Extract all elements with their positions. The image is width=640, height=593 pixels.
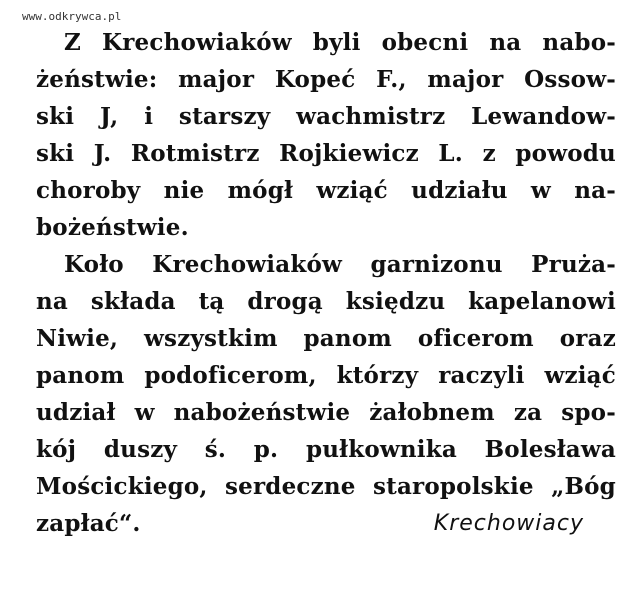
word: z: [482, 140, 496, 167]
watermark: www.odkrywca.pl: [22, 10, 122, 23]
word: Bolesława: [484, 436, 616, 463]
word: J.: [93, 140, 112, 167]
text-line: [36, 394, 616, 431]
word: wszystkim: [144, 325, 278, 352]
word: choroby: [36, 177, 141, 204]
text-line: [36, 172, 616, 209]
word: mógł: [227, 177, 294, 204]
word: major: [178, 66, 255, 93]
word: raczyli: [438, 362, 525, 389]
word: Ossow-: [524, 66, 616, 93]
word: J,: [100, 103, 119, 130]
word: oraz: [559, 325, 616, 352]
word: spo-: [561, 399, 616, 426]
word: Koło: [64, 251, 124, 278]
word: Rotmistrz: [130, 140, 260, 167]
word: obecni: [381, 29, 469, 56]
word: nie: [163, 177, 205, 204]
text-line: [36, 98, 616, 135]
word: i: [144, 103, 154, 130]
word: pułkownika: [305, 436, 457, 463]
newspaper-clipping: [36, 24, 616, 542]
word: wachmistrz: [296, 103, 446, 130]
word: składa: [90, 288, 176, 315]
word: F.,: [376, 66, 407, 93]
word: żeństwie:: [36, 66, 158, 93]
text-line: bożeństwie.: [36, 214, 189, 241]
word: tą: [198, 288, 225, 315]
word: garnizonu: [370, 251, 503, 278]
text-line: zapłać“. Krechowiacy: [36, 505, 616, 542]
word: Z: [64, 29, 81, 56]
word: Krechowiaków: [152, 251, 343, 278]
word: na: [489, 29, 522, 56]
text-line: [36, 61, 616, 98]
word: za: [513, 399, 543, 426]
word: staropolskie: [372, 473, 534, 500]
word: panom: [303, 325, 392, 352]
word: ski: [36, 103, 75, 130]
word: Prużа-: [531, 251, 616, 278]
word: starszy: [178, 103, 271, 130]
text-line: [36, 468, 616, 505]
word: „Bóg: [551, 473, 616, 500]
text-line: [36, 357, 616, 394]
word: na-: [574, 177, 616, 204]
word: powodu: [515, 140, 616, 167]
word: w: [530, 177, 551, 204]
word: udziału: [411, 177, 508, 204]
word: podoficerom,: [144, 362, 317, 389]
text-line: [36, 320, 616, 357]
word: żałobnem: [369, 399, 495, 426]
word: duszy: [103, 436, 178, 463]
word: ś.: [204, 436, 227, 463]
word: księdzu: [345, 288, 446, 315]
word: byli: [312, 29, 361, 56]
word: wziąć: [316, 177, 388, 204]
word: nabo-: [542, 29, 616, 56]
text-line: [36, 24, 616, 61]
word: serdeczne: [224, 473, 356, 500]
word: na: [36, 288, 69, 315]
text-line: [36, 431, 616, 468]
word: udział: [36, 399, 116, 426]
word: p.: [253, 436, 279, 463]
text-line: [36, 283, 616, 320]
word: Lewandow-: [471, 103, 616, 130]
word: Rojkiewicz: [279, 140, 419, 167]
word: w: [134, 399, 155, 426]
word: kój: [36, 436, 77, 463]
word: nabożeństwie: [173, 399, 351, 426]
word: Niwie,: [36, 325, 119, 352]
text-line: [36, 246, 616, 283]
word: major: [427, 66, 504, 93]
word: oficerom: [417, 325, 534, 352]
word: drogą: [247, 288, 323, 315]
word: ski: [36, 140, 75, 167]
word: Mościckiego,: [36, 473, 208, 500]
text-line: [36, 135, 616, 172]
word: panom: [36, 362, 125, 389]
word: wziąć: [544, 362, 616, 389]
signature: Krechowiacy: [433, 511, 584, 536]
word: Krechowiaków: [102, 29, 292, 56]
word: którzy: [336, 362, 419, 389]
word: kapelanowi: [468, 288, 616, 315]
word: L.: [438, 140, 463, 167]
word: Kopeć: [274, 66, 356, 93]
